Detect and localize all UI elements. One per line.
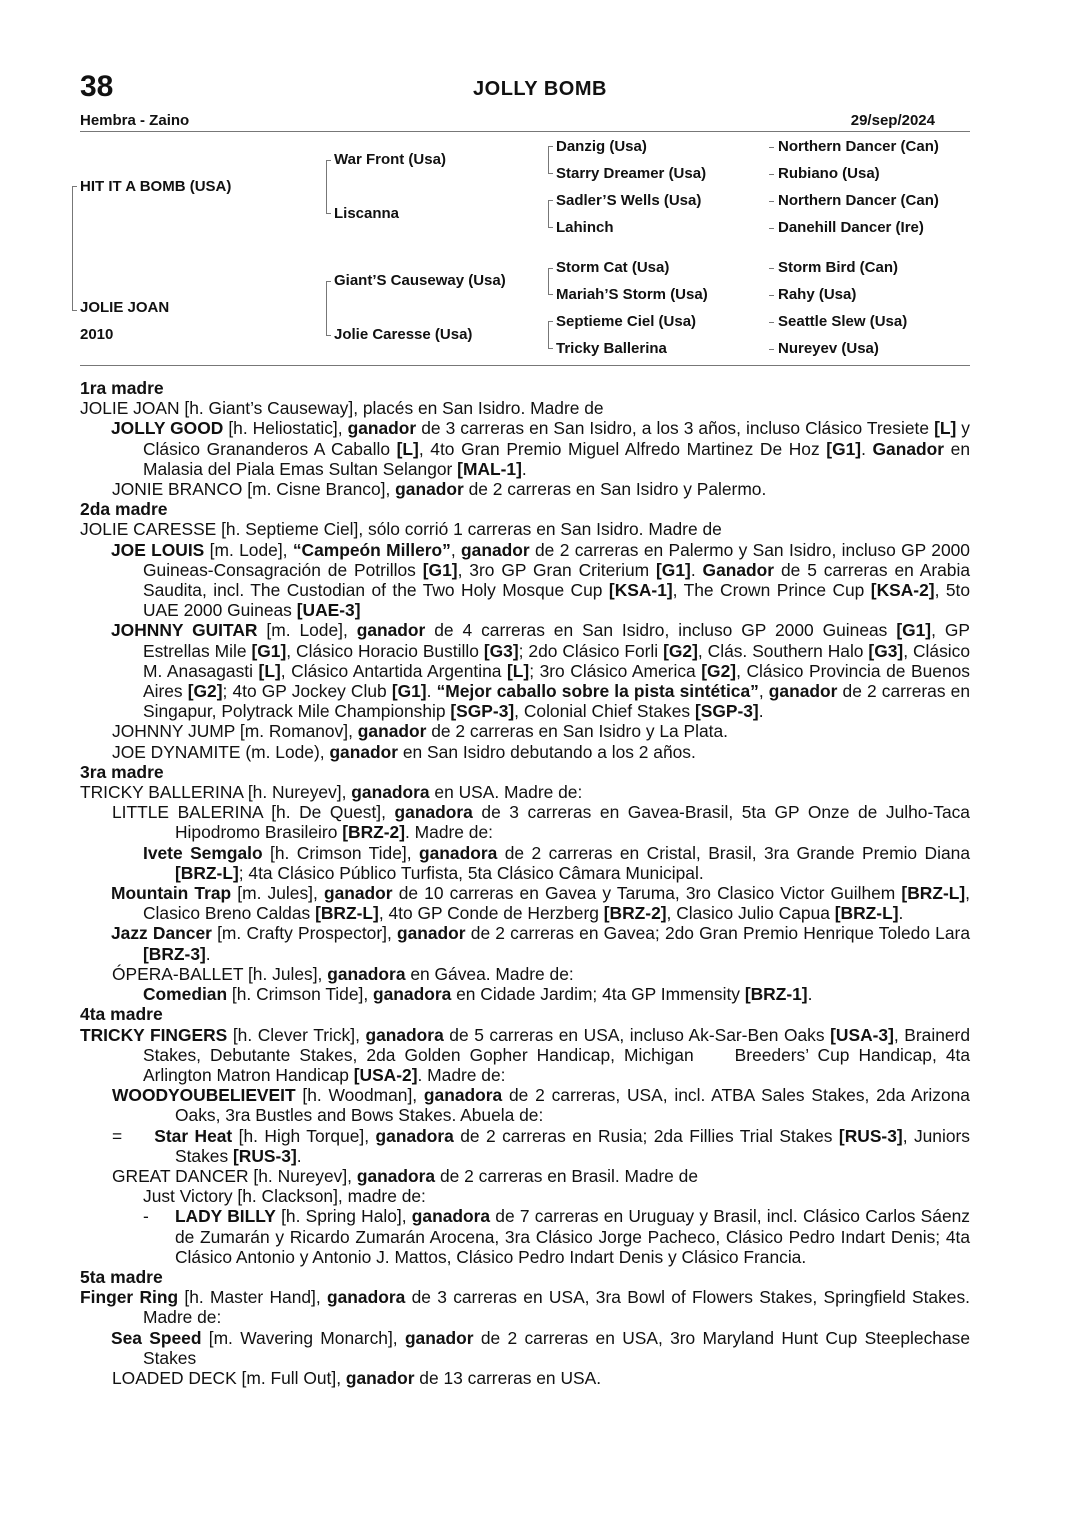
g3-horse: Tricky Ballerina [556,340,667,357]
produce-entry: JONIE BRANCO [m. Cisne Branco], ganador de 2 carreras en San Isidro y Palermo. [112,479,767,500]
g4-horse: Danehill Dancer (Ire) [778,219,924,236]
catalog-date: 29/sep/2024 [850,112,935,129]
produce-entry: ÓPERA-BALLET [h. Jules], ganadora en Gávea. Madre de: [112,963,574,984]
sire-dam: Liscanna [334,205,400,222]
pedigree-tick [548,268,553,269]
dam-entry: TRICKY BALLERINA [h. Nureyev], ganadora en USA. Madre de: [80,782,583,803]
pedigree-tick [769,322,774,323]
g3-horse: Starry Dreamer (Usa) [556,165,707,182]
g4-horse: Rahy (Usa) [778,286,857,303]
pedigree-tick [769,147,774,148]
produce-entry: GREAT DANCER [h. Nureyev], ganadora de 2 carreras en Brasil. Madre de [112,1165,699,1186]
pedigree-bracket [548,146,549,173]
g4-horse: Nureyev (Usa) [778,340,879,357]
g4-horse: Seattle Slew (Usa) [778,313,908,330]
pedigree-tick [769,174,774,175]
section-heading: 2da madre [80,499,168,520]
family-notes [80,378,970,1388]
produce-entry: LITTLE BALERINA [h. De Quest], ganadora de 3 carreras en Gavea-Brasil, 5ta GP Onze de Julho-Taca Hipodromo Brasileiro [BRZ-2]. Madre de: [112,802,970,843]
pedigree-bracket [326,281,327,335]
pedigree-tick [548,200,553,201]
pedigree-tick [72,186,77,187]
produce-entry: JOE LOUIS [m. Lode], “Campeón Millero”, ganador de 2 carreras en Palermo y San Isidro, incluso GP 2000 Guineas-Consagración de Potrillos [G1], 3ro GP Gran Criterium [G1]. Ganador de 5 carreras en Arabia Saudita, incl. The Custodian of the Two Holy Mosque Cup [KSA-1], The Crown Prince Cup [KSA-2], 5to UAE 2000 Guineas [UAE-3] [111,539,971,621]
pedigree-tick [326,160,331,161]
produce-entry: Ivete Semgalo [h. Crimson Tide], ganadora de 2 carreras en Cristal, Brasil, 3ra Grande Premio Diana [BRZ-L]; 4ta Clásico Público Turfista, 5ta Clásico Câmara Municipal. [143,842,970,883]
pedigree-tick [769,268,774,269]
g3-horse: Mariah’S Storm (Usa) [556,286,708,303]
produce-entry: JOLLY GOOD [h. Heliostatic], ganador de 3 carreras en San Isidro, a los 3 años, incluso Clásico Tresiete [L] y Clásico Grananderos A Caballo [L], 4to Gran Premio Miguel Alfredo Martinez De Hoz [G1]. Ganador en Malasia del Piala Emas Sultan Selangor [MAL-1]. [111,418,970,479]
produce-entry: JOE DYNAMITE (m. Lode), ganador en San Isidro debutando a los 2 años. [112,741,696,762]
dam-sire: Giant’S Causeway (Usa) [334,272,506,289]
pedigree-tick [769,201,774,202]
top-rule [80,131,970,132]
produce-entry: Mountain Trap [m. Jules], ganador de 10 carreras en Gavea y Taruma, 3ro Clasico Victor Guilhem [BRZ-L], Clasico Breno Caldas [BRZ-L], 4to GP Conde de Herzberg [BRZ-2], Clasico Julio Capua [BRZ-L]. [111,883,971,924]
sire-sire: War Front (Usa) [334,151,446,168]
lot-number: 38 [80,70,114,103]
pedigree-tick [548,173,553,174]
produce-entry: WOODYOUBELIEVEIT [h. Woodman], ganadora de 2 carreras, USA, incl. ATBA Sales Stakes, 2da Arizona Oaks, 3ra Bustles and Bows Stakes. Abuela de: [112,1085,970,1126]
pedigree-bracket [326,160,327,213]
produce-entry: Jazz Dancer [m. Crafty Prospector], ganador de 2 carreras en Gavea; 2do Gran Premio Henrique Toledo Lara [BRZ-3]. [111,923,970,964]
produce-entry: Just Victory [h. Clackson], madre de: [143,1186,426,1207]
dam-entry: TRICKY FINGERS [h. Clever Trick], ganadora de 5 carreras en USA, incluso Ak-Sar-Ben Oaks [USA-3], Brainerd Stakes, Debutante Stakes, 2da Golden Gopher Handicap, Michigan Breeders’ Cup Handicap, 4ta Arlington Matron Handicap [USA-2]. Madre de: [80,1024,971,1085]
horse-name-title: JOLLY BOMB [473,78,607,100]
produce-entry: JOHNNY JUMP [m. Romanov], ganador de 2 carreras en San Isidro y La Plata. [112,721,728,742]
section-heading: 3ra madre [80,761,164,782]
produce-entry: - LADY BILLY [h. Spring Halo], ganadora de 7 carreras en Uruguay y Brasil, incl. Clásico Carlos Sáenz de Zumarán y Ricardo Zumarán Arocena, 3ra Clásico Jorge Pacheco, Clásico Pedro Indart Denis; 4ta Clásico Antonio y Antonio J. Mattos, Clásico Pedro Indart Denis y Clásico Francia. [143,1206,970,1267]
pedigree-bracket [548,321,549,348]
pedigree-tick [548,227,553,228]
section-heading: 5ta madre [80,1266,163,1287]
section-heading: 1ra madre [80,378,164,398]
pedigree-tick [769,228,774,229]
dam-entry: JOLIE JOAN [h. Giant’s Causeway], placés en San Isidro. Madre de [80,398,604,419]
g4-horse: Northern Dancer (Can) [778,192,939,209]
pedigree-tick [548,321,553,322]
pedigree-bracket [72,186,73,310]
pedigree-tick [326,335,331,336]
produce-entry: Comedian [h. Crimson Tide], ganadora en Cidade Jardim; 4ta GP Immensity [BRZ-1]. [143,984,813,1005]
pedigree-bracket [548,268,549,294]
pedigree-tick [326,213,331,214]
produce-entry: Sea Speed [m. Wavering Monarch], ganador de 2 carreras en USA, 3ro Maryland Hunt Cup Steeplechase Stakes [111,1327,970,1368]
pedigree-bracket [548,200,549,227]
g3-horse: Storm Cat (Usa) [556,259,670,276]
g4-horse: Northern Dancer (Can) [778,138,939,155]
pedigree-tick [326,281,331,282]
produce-entry: JOHNNY GUITAR [m. Lode], ganador de 4 carreras en San Isidro, incluso GP 2000 Guineas [G1], GP Estrellas Mile [G1], Clásico Horacio Bustillo [G3]; 2do Clásico Forli [G2], Clás. Southern Halo [G3], Clásico M. Anasagasti [L], Clásico Antartida Argentina [L]; 3ro Clásico America [G2], Clásico Provincia de Buenos Aires [G2]; 4to GP Jockey Club [G1]. “Mejor caballo sobre la pista sintética”, ganador de 2 carreras en Singapur, Polytrack Mile Championship [SGP-3], Colonial Chief Stakes [SGP-3]. [111,620,971,722]
dam-entry: JOLIE CARESSE [h. Septieme Ciel], sólo corrió 1 carreras en San Isidro. Madre de [80,519,722,540]
g4-horse: Rubiano (Usa) [778,165,880,182]
produce-entry: = Star Heat [h. High Torque], ganadora de 2 carreras en Rusia; 2da Fillies Trial Stakes [RUS-3], Juniors Stakes [RUS-3]. [112,1125,970,1166]
g3-horse: Danzig (Usa) [556,138,647,155]
pedigree-bottom-rule [80,365,970,366]
dam-name: JOLIE JOAN [80,299,170,316]
pedigree-tick [769,349,774,350]
produce-entry: LOADED DECK [m. Full Out], ganador de 13 carreras en USA. [112,1367,602,1388]
g4-horse: Storm Bird (Can) [778,259,898,276]
pedigree-tick [72,310,77,311]
g3-horse: Septieme Ciel (Usa) [556,313,697,330]
pedigree-tick [548,146,553,147]
pedigree-tick [769,295,774,296]
dam-entry: Finger Ring [h. Master Hand], ganadora de 3 carreras en USA, 3ra Bowl of Flowers Stakes, Springfield Stakes. Madre de: [80,1287,970,1328]
section-heading: 4ta madre [80,1004,163,1025]
sex-color: Hembra - Zaino [80,112,190,129]
pedigree-tick [548,294,553,295]
sire-name: HIT IT A BOMB (USA) [80,178,232,195]
dam-year: 2010 [80,326,114,343]
g3-horse: Sadler’S Wells (Usa) [556,192,702,209]
pedigree-tick [548,348,553,349]
dam-dam: Jolie Caresse (Usa) [334,326,473,343]
g3-horse: Lahinch [556,219,614,236]
